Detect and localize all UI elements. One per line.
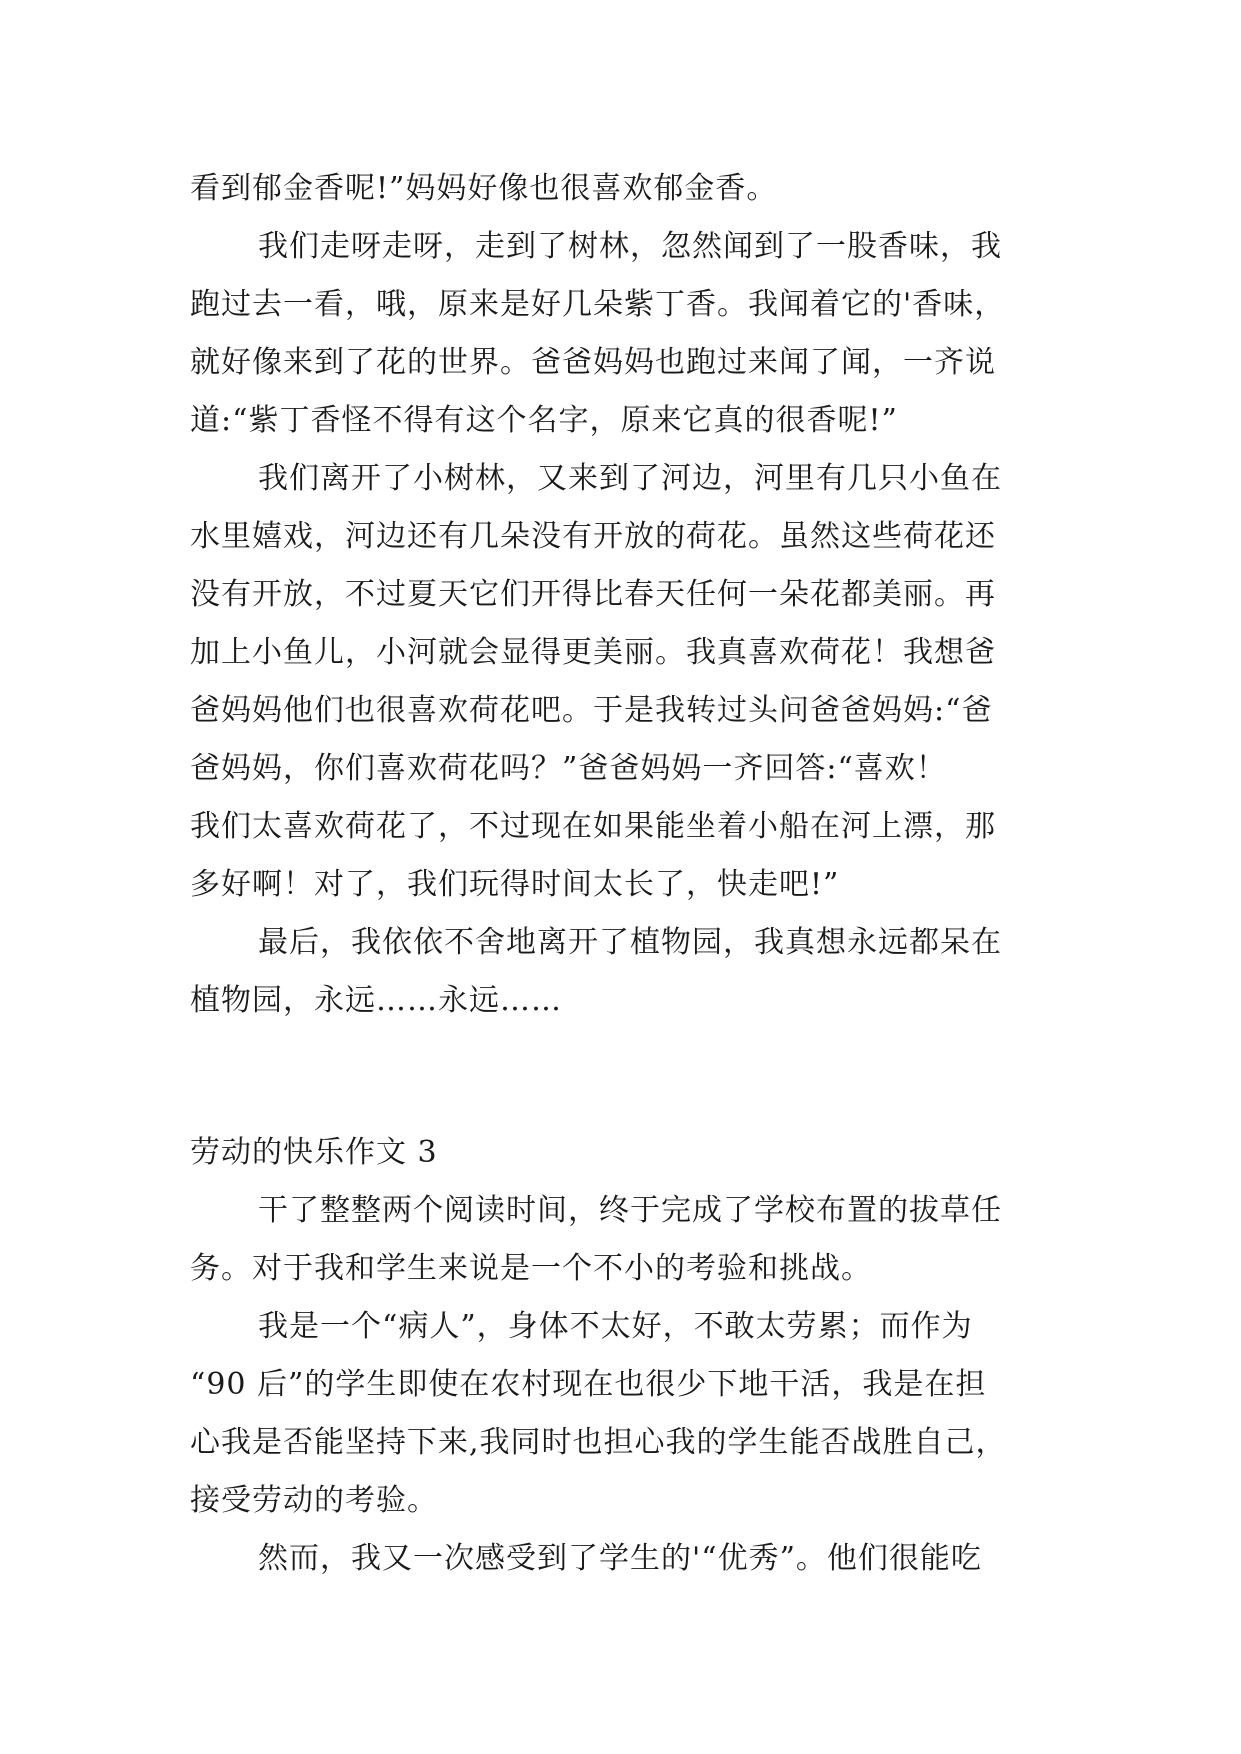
paragraph-line: 水里嬉戏，河边还有几朵没有开放的荷花。虽然这些荷花还 [190, 519, 996, 554]
paragraph-line: 爸妈妈他们也很喜欢荷花吧。于是我转过头问爸爸妈妈:“爸 [190, 693, 993, 728]
paragraph-line: 没有开放，不过夏天它们开得比春天任何一朵花都美丽。再 [190, 577, 996, 612]
paragraph-line: 我们太喜欢荷花了，不过现在如果能坐着小船在河上漂，那 [190, 809, 996, 844]
paragraph-line: 接受劳动的考验。 [190, 1483, 438, 1518]
paragraph-line: 跑过去一看，哦，原来是好几朵紫丁香。我闻着它的'香味， [190, 287, 1006, 322]
paragraph-line: 道:“紫丁香怪不得有这个名字，原来它真的很香呢!” [190, 403, 898, 438]
paragraph-line: 看到郁金香呢!”妈妈好像也很喜欢郁金香。 [190, 171, 778, 206]
paragraph-line: 我们离开了小树林，又来到了河边，河里有几只小鱼在 [258, 461, 1002, 496]
paragraph-line: 心我是否能坚持下来,我同时也担心我的学生能否战胜自己， [190, 1425, 1007, 1460]
paragraph-line: 多好啊！对了，我们玩得时间太长了，快走吧!” [190, 867, 840, 902]
paragraph-line: 我们走呀走呀，走到了树林，忽然闻到了一股香味，我 [258, 229, 1002, 264]
essay-title: 劳动的快乐作文 3 [190, 1135, 438, 1170]
paragraph-line: 务。对于我和学生来说是一个不小的考验和挑战。 [190, 1251, 872, 1286]
paragraph-line: 就好像来到了花的世界。爸爸妈妈也跑过来闻了闻，一齐说 [190, 345, 996, 380]
paragraph-line: “90 后”的学生即使在农村现在也很少下地干活，我是在担 [190, 1367, 987, 1402]
paragraph-line: 然而，我又一次感受到了学生的'“优秀”。他们很能吃 [258, 1541, 982, 1576]
paragraph-line: 植物园，永远……永远…… [190, 983, 562, 1018]
paragraph-line: 加上小鱼儿，小河就会显得更美丽。我真喜欢荷花！我想爸 [190, 635, 996, 670]
paragraph-line: 爸妈妈，你们喜欢荷花吗？”爸爸妈妈一齐回答:“喜欢！ [190, 751, 947, 786]
paragraph-line: 我是一个“病人”，身体不太好，不敢太劳累；而作为 [258, 1309, 973, 1344]
document-body [190, 160, 1060, 1588]
paragraph-line: 干了整整两个阅读时间，终于完成了学校布置的拔草任 [258, 1193, 1002, 1228]
paragraph-line: 最后，我依依不舍地离开了植物园，我真想永远都呆在 [258, 925, 1002, 960]
section-gap [190, 1030, 1060, 1124]
